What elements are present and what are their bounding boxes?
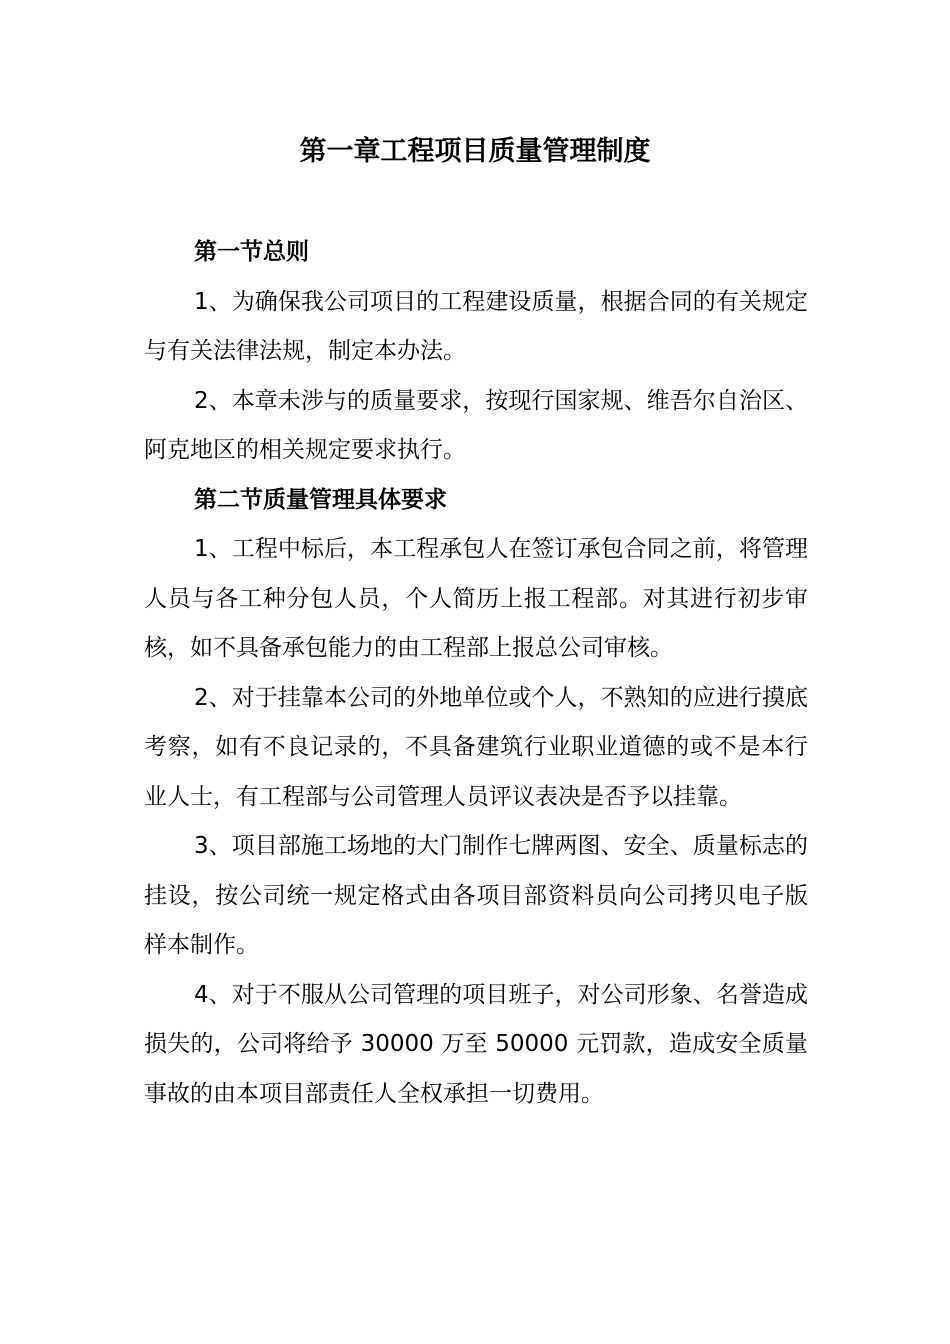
document-title: 第一章工程项目质量管理制度	[299, 136, 651, 167]
paragraph: 2、本章未涉与的质量要求，按现行国家规、维吾尔自治区、阿克地区的相关规定要求执行。	[144, 387, 808, 463]
section-heading-general: 第一节总则	[194, 239, 309, 265]
paragraph: 3、项目部施工场地的大门制作七牌两图、安全、质量标志的挂设，按公司统一规定格式由各项目部资料员向公司拷贝电子版样本制作。	[144, 833, 808, 958]
paragraph: 2、对于挂靠本公司的外地单位或个人，不熟知的应进行摸底考察，如有不良记录的，不具备建筑行业职业道德的或不是本行业人士，有工程部与公司管理人员评议表决是否予以挂靠。	[144, 684, 808, 810]
section-heading-quality-requirements: 第二节质量管理具体要求	[194, 486, 447, 513]
paragraph: 1、工程中标后，本工程承包人在签订承包合同之前，将管理人员与各工种分包人员，个人简历上报工程部。对其进行初步审核，如不具备承包能力的由工程部上报总公司审核。	[144, 536, 808, 661]
paragraph: 4、对于不服从公司管理的项目班子，对公司形象、名誉造成损失的，公司将给予 30000 万至 50000 元罚款，造成安全质量事故的由本项目部责任人全权承担一切费用。	[144, 981, 808, 1107]
document-body	[144, 228, 808, 1119]
paragraph: 1、为确保我公司项目的工程建设质量，根据合同的有关规定与有关法律法规，制定本办法。	[144, 288, 808, 364]
